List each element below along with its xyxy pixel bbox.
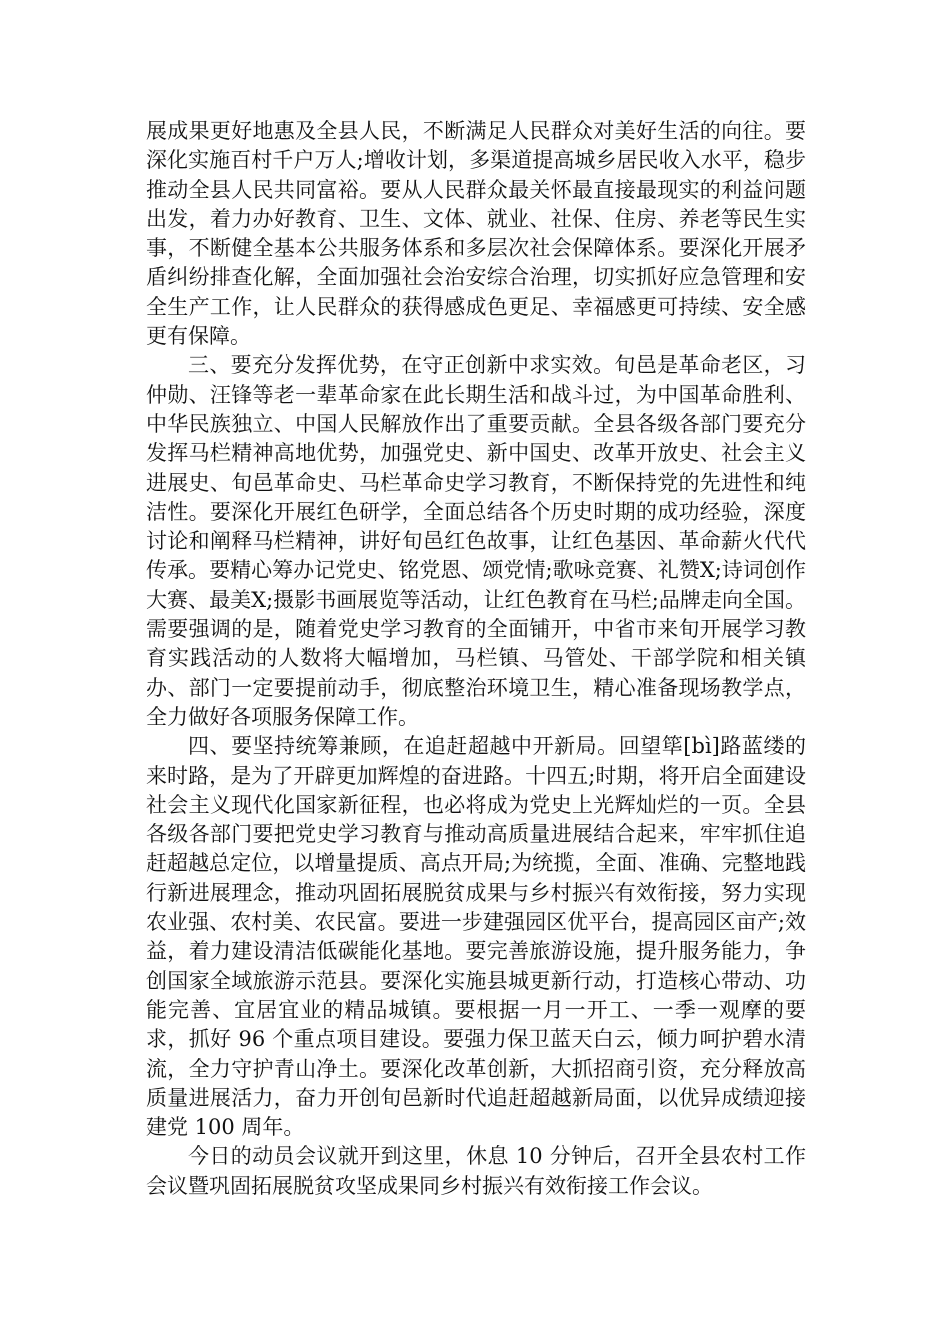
paragraph-continuation: 展成果更好地惠及全县人民，不断满足人民群众对美好生活的向往。要深化实施百村千户万人;增收计划，多渠道提高城乡居民收入水平，稳步推动全县人民共同富裕。要从人民群众最关怀最直接最现实的利益问题出发，着力办好教育、卫生、文体、就业、社保、住房、养老等民生实事，不断健全基本公共服务体系和多层次社会保障体系。要深化开展矛盾纠纷排查化解，全面加强社会治安综合治理，切实抓好应急管理和安全生产工作，让人民群众的获得感成色更足、幸福感更可持续、安全感更有保障。 bbox=[146, 119, 806, 349]
paragraph-section-four: 四、要坚持统筹兼顾，在追赶超越中开新局。回望筚[bì]路蓝缕的来时路，是为了开辟更加辉煌的奋进路。十四五;时期，将开启全面建设社会主义现代化国家新征程，也必将成为党史上光辉灿烂的一页。全县各级各部门要把党史学习教育与推动高质量进展结合起来，牢牢抓住追赶超越总定位，以增量提质、高点开局;为统揽，全面、准确、完整地践行新进展理念，推动巩固拓展脱贫成果与乡村振兴有效衔接，努力实现农业强、农村美、农民富。要进一步建强园区优平台，提高园区亩产;效益，着力建设清洁低碳能化基地。要完善旅游设施，提升服务能力，争创国家全域旅游示范县。要深化实施县城更新行动，打造核心带动、功能完善、宜居宜业的精品城镇。要根据一月一开工、一季一观摩的要求，抓好 96 个重点项目建设。要强力保卫蓝天白云，倾力呵护碧水清流，全力守护青山净土。要深化改革创新，大抓招商引资，充分释放高质量进展活力，奋力开创旬邑新时代追赶超越新局面，以优异成绩迎接建党 100 周年。 bbox=[146, 734, 806, 1140]
document-body bbox=[146, 117, 806, 1201]
paragraph-section-three: 三、要充分发挥优势，在守正创新中求实效。旬邑是革命老区，习仲勋、汪锋等老一辈革命家在此长期生活和战斗过，为中国革命胜利、中华民族独立、中国人民解放作出了重要贡献。全县各级各部门要充分发挥马栏精神高地优势，加强党史、新中国史、改革开放史、社会主义进展史、旬邑革命史、马栏革命史学习教育，不断保持党的先进性和纯洁性。要深化开展红色研学，全面总结各个历史时期的成功经验，深度讨论和阐释马栏精神，讲好旬邑红色故事，让红色基因、革命薪火代代传承。要精心筹办记党史、铭党恩、颂党情;歌咏竞赛、礼赞X;诗词创作大赛、最美X;摄影书画展览等活动，让红色教育在马栏;品牌走向全国。需要强调的是，随着党史学习教育的全面铺开，中省市来旬开展学习教育实践活动的人数将大幅增加，马栏镇、马管处、干部学院和相关镇办、部门一定要提前动手，彻底整治环境卫生，精心准备现场教学点，全力做好各项服务保障工作。 bbox=[146, 353, 806, 729]
paragraph-closing: 今日的动员会议就开到这里，休息 10 分钟后，召开全县农村工作会议暨巩固拓展脱贫攻坚成果同乡村振兴有效衔接工作会议。 bbox=[146, 1144, 806, 1198]
